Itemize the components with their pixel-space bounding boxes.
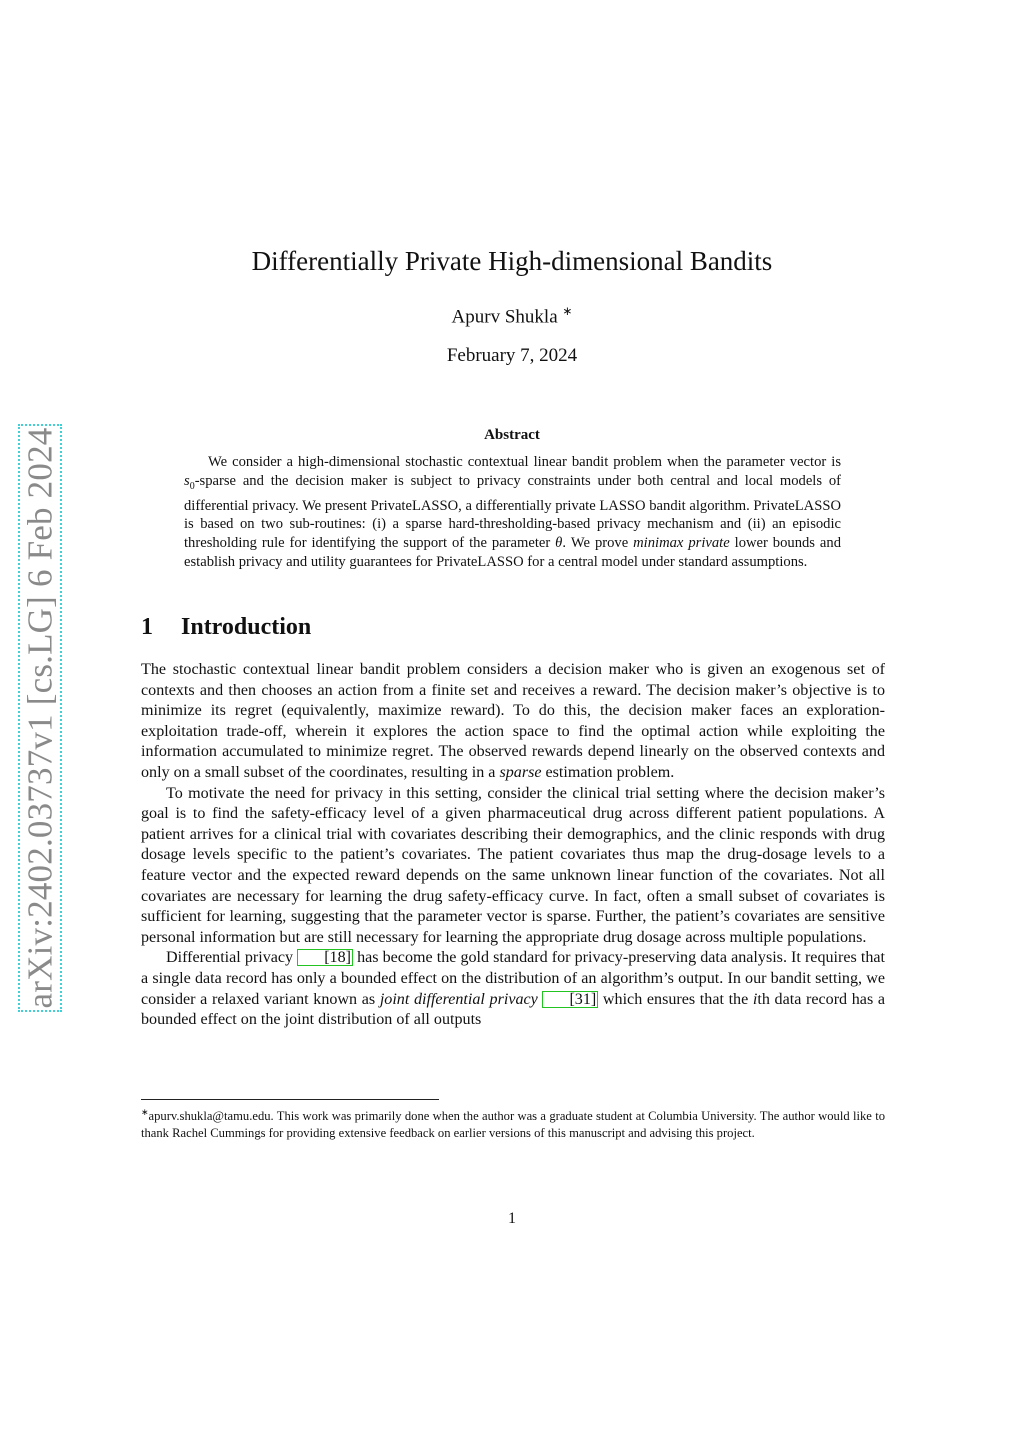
author-footnote-mark[interactable]: ∗ xyxy=(562,304,573,318)
section-title: Introduction xyxy=(181,614,312,640)
abstract-text: We consider a high-dimensional stochastic contextual linear bandit problem when the parameter vector is $s_0$-sparse and the decision maker is subject to privacy constraints under both central and local models of differential privacy. We present PrivateLASSO, a differentially private LASSO bandit algorithm. PrivateLASSO is based on two sub-routines: (i) a sparse hard-thresholding-based privacy mechanism and (ii) an episodic thresholding rule for identifying the support of the parameter θ. We prove minimax private lower bounds and establish privacy and utility guarantees for PrivateLASSO for a central model under standard assumptions. xyxy=(184,454,841,570)
page-number: 1 xyxy=(508,1210,516,1227)
arxiv-stamp-text: arXiv:2402.03737v1 [cs.LG] 6 Feb 2024 xyxy=(20,427,59,1009)
paragraph: The stochastic contextual linear bandit problem considers a decision maker who is given an exogenous set of contexts and then chooses an action from a finite set and receives a reward. The decision maker’s objective is to minimize its regret (equivalently, maximize reward). To do this, the decision maker faces an exploration-exploitation trade-off, wherein it explores the action space to find the optimal action while exploiting the information accumulated to minimize regret. The observed rewards depend linearly on the observed contexts and only on a small subset of the coordinates, resulting in a sparse estimation problem. xyxy=(141,661,885,781)
arxiv-side-stamp xyxy=(18,424,62,1012)
paper-date: February 7, 2024 xyxy=(446,345,578,366)
footnote-text: apurv.shukla@tamu.edu. This work was primarily done when the author was a graduate student at Columbia University. The author would like to thank Rachel Cummings for providing extensive feedback on earlier versions of this manuscript and advising this project. xyxy=(141,1109,885,1141)
author-name: Apurv Shukla xyxy=(451,306,558,328)
abstract-heading: Abstract xyxy=(484,427,540,443)
paper-title: Differentially Private High-dimensional Bandits xyxy=(251,246,773,276)
footnote xyxy=(141,1104,885,1142)
citation-link[interactable]: [31] xyxy=(542,991,598,1008)
citation-link[interactable]: [18] xyxy=(297,949,353,966)
section-number: 1 xyxy=(141,614,153,640)
introduction-body xyxy=(141,660,885,1031)
paragraph: To motivate the need for privacy in this setting, consider the clinical trial setting where the decision maker’s goal is to find the safety-efficacy level of a given pharmaceutical drug across different patient populations. A patient arrives for a clinical trial with covariates describing their demographics, and the clinic responds with drug dosage levels specific to the patient’s covariates. The patient covariates thus map the drug-dosage levels to a feature vector and the expected reward depends on the same unknown linear function of the covariates. Not all covariates are necessary for learning the drug safety-efficacy curve. In fact, often a small subset of covariates is sufficient for learning, suggesting that the parameter vector is sparse. Further, the patient’s covariates are sensitive personal information but are still necessary for learning the appropriate drug dosage across multiple populations. xyxy=(141,784,885,946)
section-heading-introduction xyxy=(141,614,885,641)
footnote-mark: ∗ xyxy=(141,1107,149,1117)
paragraph: Differential privacy [18] has become the gold standard for privacy-preserving data analysis. It requires that a single data record has only a bounded effect on the distribution of an algorithm’s output. In our bandit setting, we consider a relaxed variant known as joint differential privacy [31] which ensures that the ith data record has a bounded effect on the joint distribution of all outputs xyxy=(141,949,885,1029)
footnote-divider xyxy=(141,1099,439,1100)
author-line xyxy=(0,304,1024,328)
